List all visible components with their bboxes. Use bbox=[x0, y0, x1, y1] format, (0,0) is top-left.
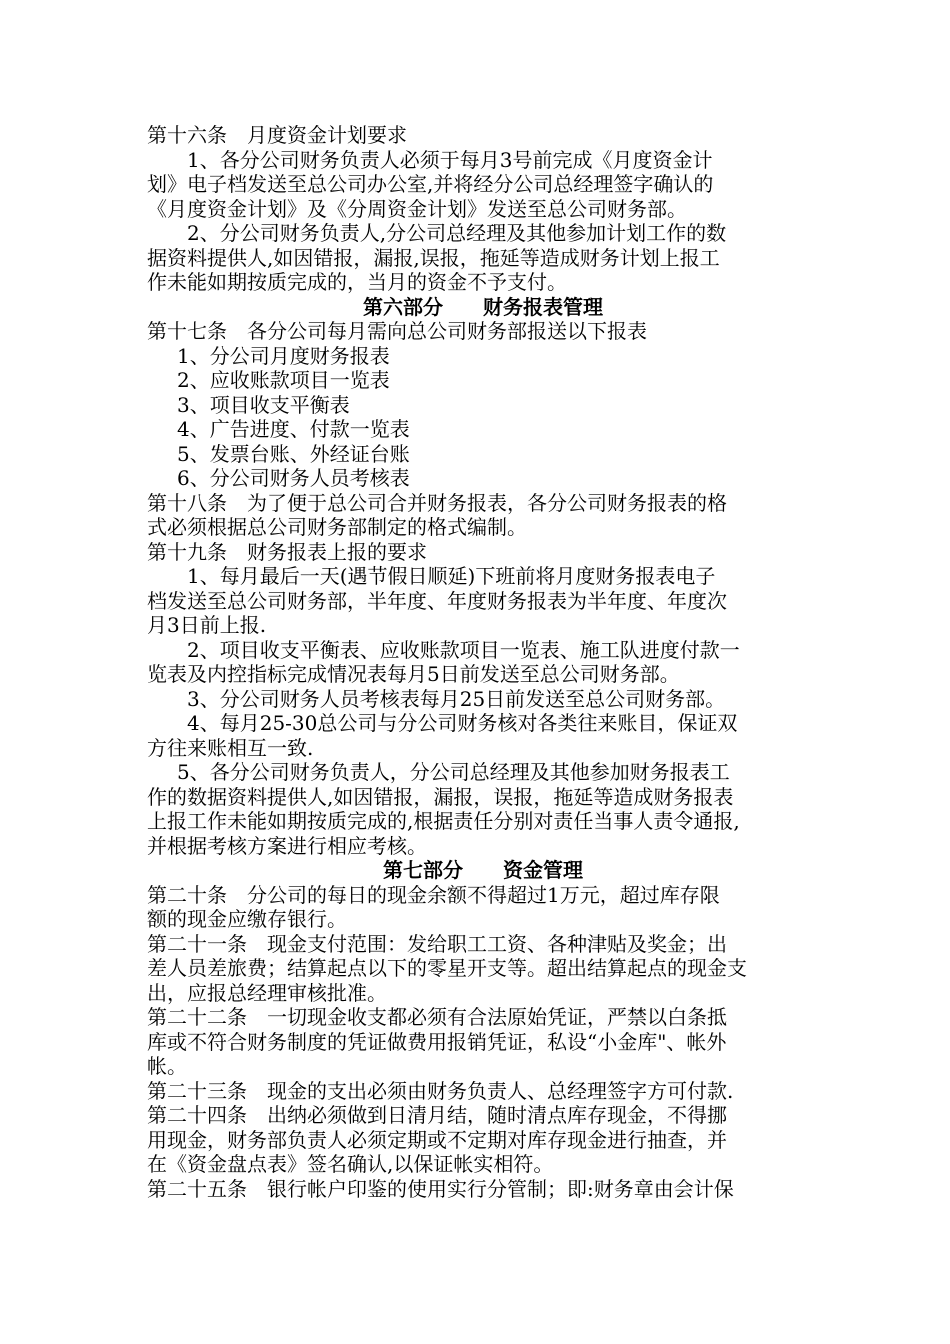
article-16-item-1: 1、各分公司财务负责人必须于每月3号前完成《月度资金计 bbox=[187, 147, 713, 172]
report-list-item: 4、广告进度、付款一览表 bbox=[177, 417, 410, 441]
article-19-item-5-cont: 作的数据资料提供人,如因错报，漏报，误报，拖延等造成财务报表 bbox=[147, 784, 734, 809]
article-18: 第十八条 为了便于总公司合并财务报表，各分公司财务报表的格 bbox=[147, 490, 727, 515]
article-25: 第二十五条 银行帐户印鉴的使用实行分管制；即:财务章由会计保 bbox=[147, 1176, 734, 1201]
article-24-cont: 在《资金盘点表》签名确认,以保证帐实相符。 bbox=[147, 1152, 554, 1176]
article-16-item-2-cont: 作未能如期按质完成的，当月的资金不予支付。 bbox=[147, 270, 567, 294]
article-19-item-3: 3、分公司财务人员考核表每月25日前发送至总公司财务部。 bbox=[187, 686, 726, 711]
article-16-item-2-cont: 据资料提供人,如因错报，漏报,误报，拖延等造成财务计划上报工 bbox=[147, 245, 720, 270]
article-16-item-1-cont: 划》电子档发送至总公司办公室,并将经分公司总经理签字确认的 bbox=[147, 172, 714, 196]
report-list-item: 3、项目收支平衡表 bbox=[177, 392, 350, 417]
document-body bbox=[147, 123, 819, 1201]
article-18-cont: 式必须根据总公司财务部制定的格式编制。 bbox=[147, 515, 527, 539]
article-19-item-1: 1、每月最后一天(遇节假日顺延)下班前将月度财务报表电子 bbox=[187, 564, 716, 588]
article-24: 第二十四条 出纳必须做到日清月结，随时清点库存现金，不得挪 bbox=[147, 1103, 727, 1127]
report-list-item: 6、分公司财务人员考核表 bbox=[177, 466, 410, 490]
article-17-title: 第十七条 各分公司每月需向总公司财务部报送以下报表 bbox=[147, 319, 647, 343]
article-19-item-2-cont: 览表及内控指标完成情况表每月5日前发送至总公司财务部。 bbox=[147, 662, 680, 686]
article-22: 第二十二条 一切现金收支都必须有合法原始凭证，严禁以白条抵 bbox=[147, 1005, 727, 1029]
article-16-item-1-cont: 《月度资金计划》及《分周资金计划》发送至总公司财务部。 bbox=[147, 196, 687, 221]
article-19-item-5-cont: 上报工作未能如期按质完成的,根据责任分别对责任当事人责令通报, bbox=[147, 809, 740, 833]
report-list-item: 5、发票台账、外经证台账 bbox=[177, 441, 410, 466]
article-16-item-2: 2、分公司财务负责人,分公司总经理及其他参加计划工作的数 bbox=[187, 221, 727, 245]
report-list-item: 1、分公司月度财务报表 bbox=[177, 343, 390, 368]
article-19-item-1-cont: 档发送至总公司财务部，半年度、年度财务报表为半年度、年度次 bbox=[147, 588, 727, 613]
article-19-item-2: 2、项目收支平衡表、应收账款项目一览表、施工队进度付款一 bbox=[187, 637, 740, 662]
article-19-item-4: 4、每月25-30总公司与分公司财务核对各类往来账目，保证双 bbox=[187, 711, 738, 735]
article-22-cont: 帐。 bbox=[147, 1054, 187, 1078]
article-16-title: 第十六条 月度资金计划要求 bbox=[147, 123, 407, 147]
part-6-heading: 第六部分 财务报表管理 bbox=[363, 294, 603, 319]
article-19-item-5-cont: 并根据考核方案进行相应考核。 bbox=[147, 833, 427, 858]
article-19-title: 第十九条 财务报表上报的要求 bbox=[147, 539, 427, 564]
article-19-item-1-cont: 月3日前上报. bbox=[147, 613, 267, 637]
part-7-heading: 第七部分 资金管理 bbox=[383, 858, 583, 882]
article-21: 第二十一条 现金支付范围：发给职工工资、各种津贴及奖金；出 bbox=[147, 931, 727, 956]
article-19-item-5: 5、各分公司财务负责人，分公司总经理及其他参加财务报表工 bbox=[177, 760, 730, 784]
article-20: 第二十条 分公司的每日的现金余额不得超过1万元，超过库存限 bbox=[147, 882, 720, 907]
article-21-cont: 出，应报总经理审核批准。 bbox=[147, 980, 387, 1005]
article-22-cont: 库或不符合财务制度的凭证做费用报销凭证，私设“小金库"、帐外 bbox=[147, 1029, 727, 1054]
article-19-item-4-cont: 方往来账相互一致. bbox=[147, 735, 314, 760]
article-21-cont: 差人员差旅费；结算起点以下的零星开支等。超出结算起点的现金支 bbox=[147, 956, 747, 980]
article-24-cont: 用现金，财务部负责人必须定期或不定期对库存现金进行抽查，并 bbox=[147, 1127, 727, 1152]
article-20-cont: 额的现金应缴存银行。 bbox=[147, 907, 347, 931]
report-list-item: 2、应收账款项目一览表 bbox=[177, 368, 390, 392]
article-23: 第二十三条 现金的支出必须由财务负责人、总经理签字方可付款. bbox=[147, 1078, 734, 1103]
